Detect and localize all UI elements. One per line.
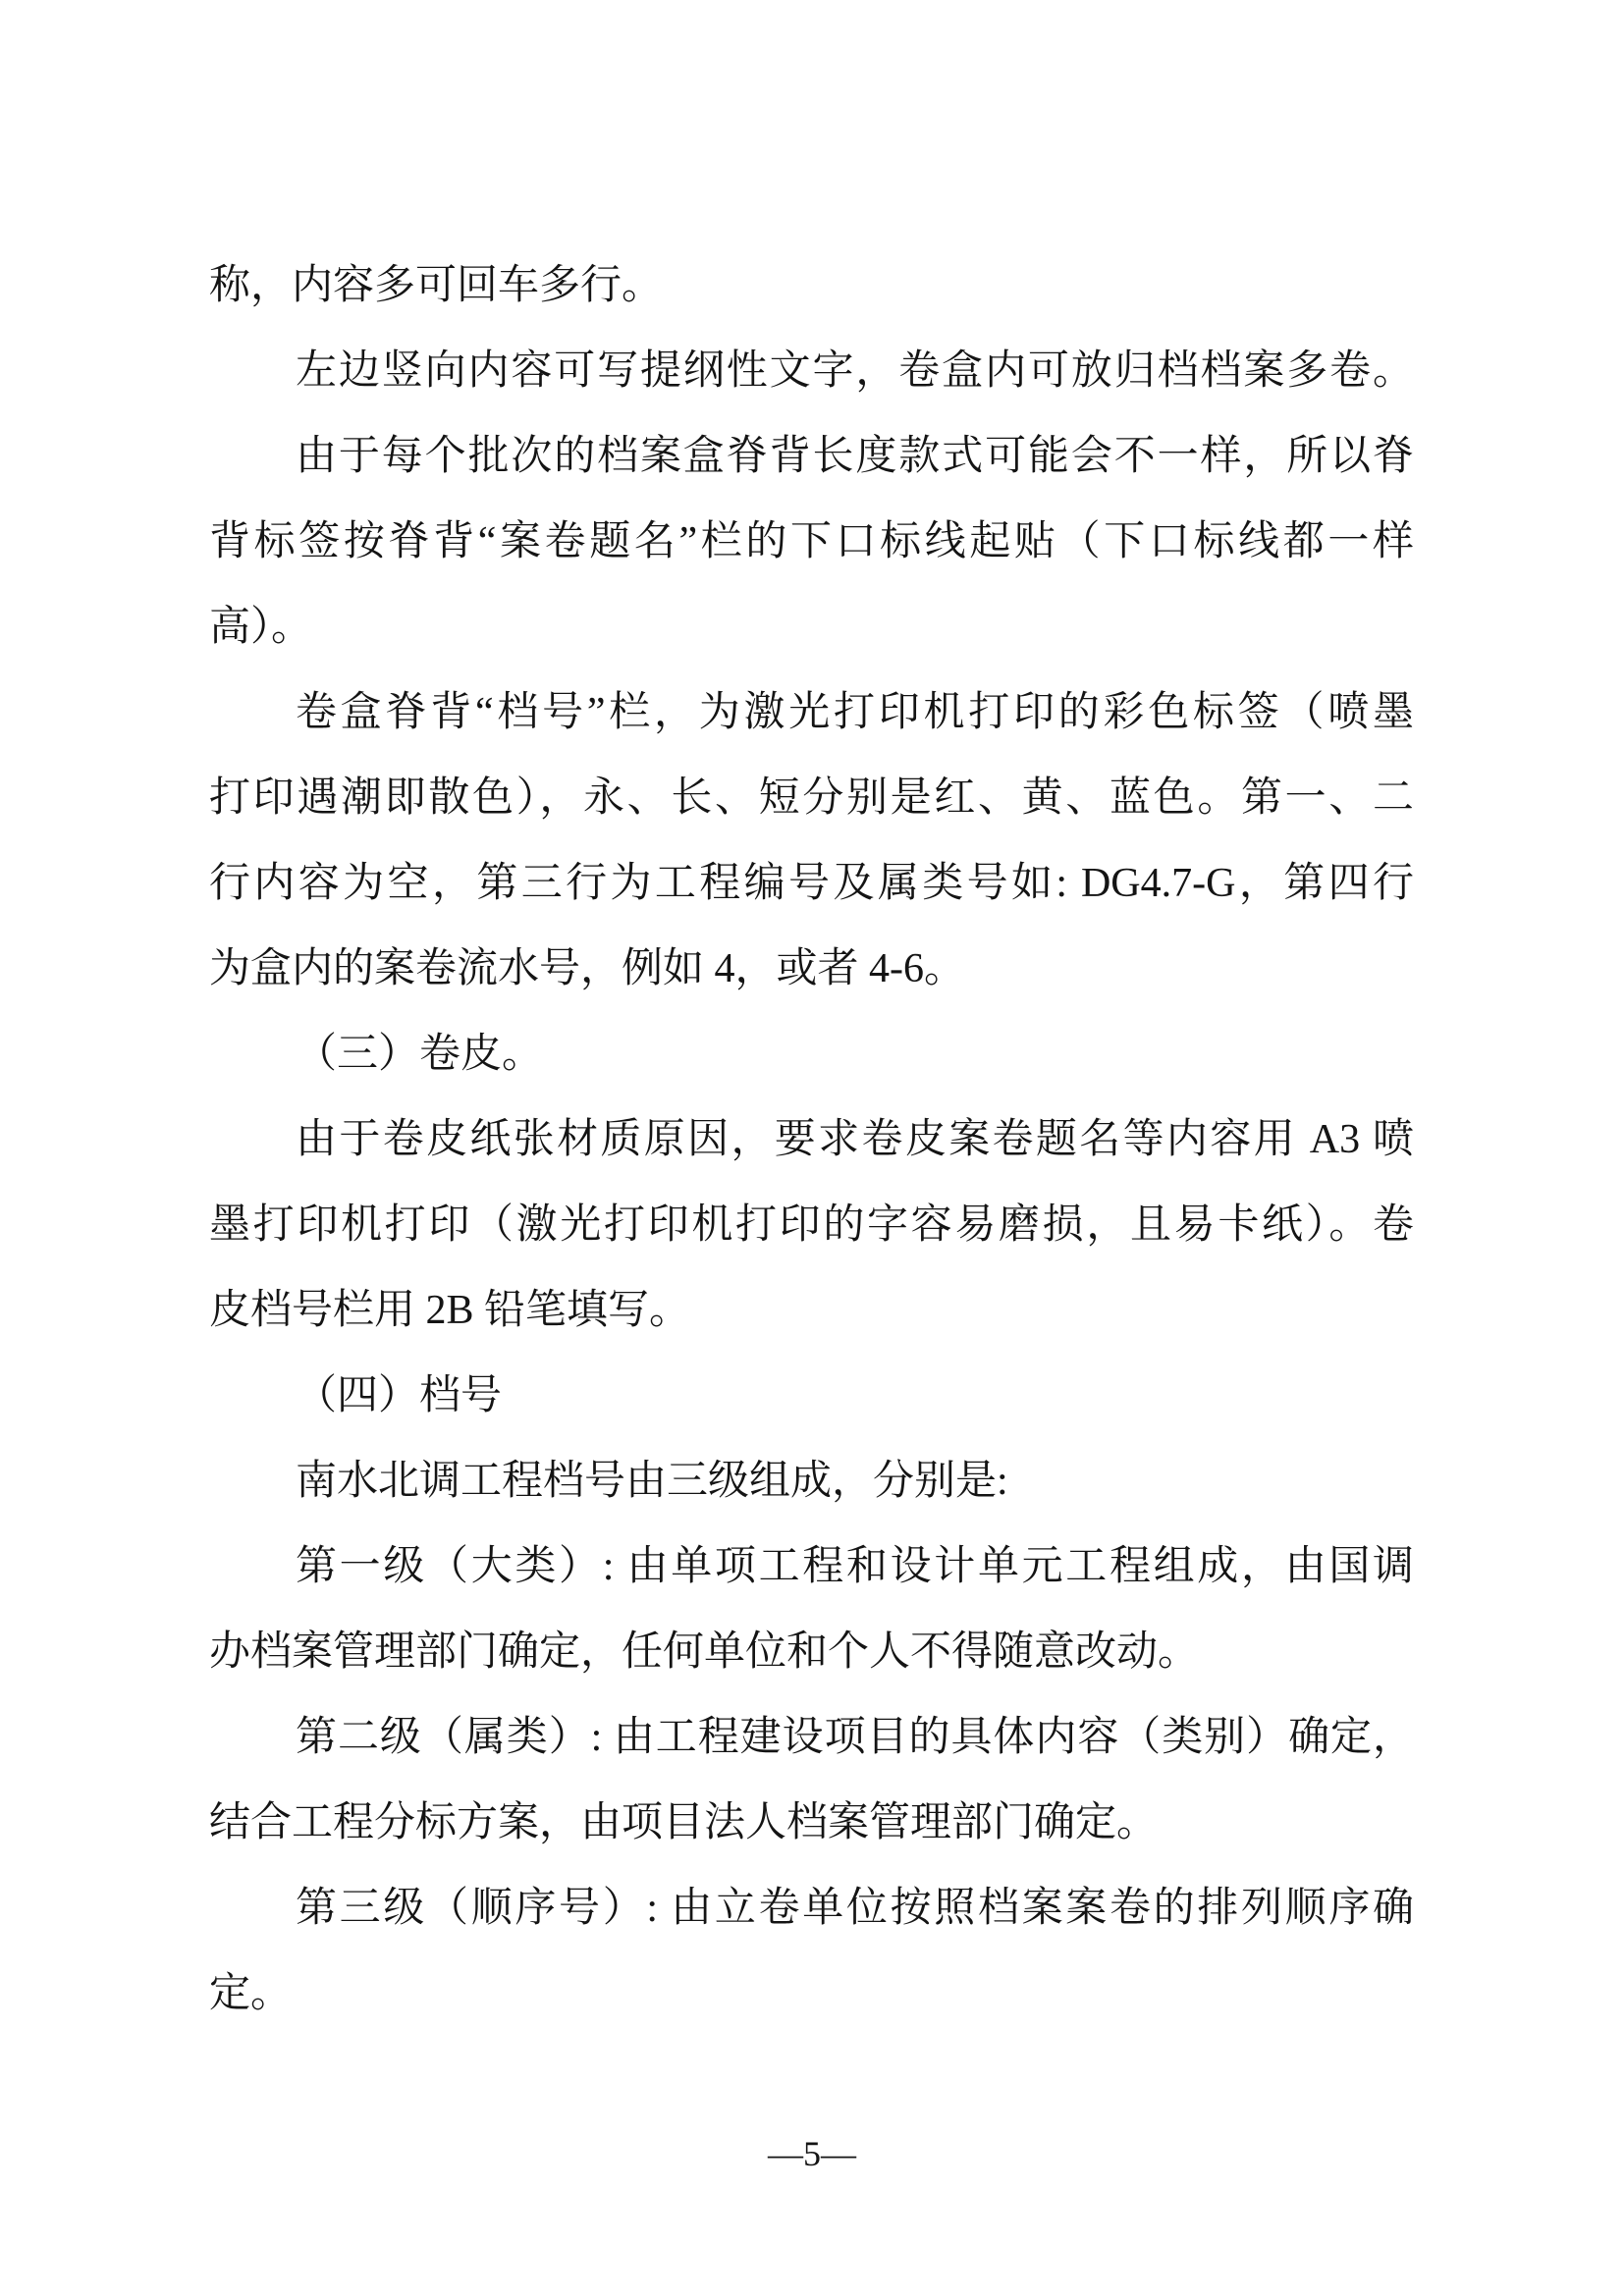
document-line: 为盒内的案卷流水号，例如 4，或者 4-6。 <box>209 946 965 991</box>
document-line: 南水北调工程档号由三级组成，分别是: <box>296 1459 1008 1504</box>
document-line: 结合工程分标方案，由项目法人档案管理部门确定。 <box>209 1800 1159 1845</box>
document-line: 由于每个批次的档案盒脊背长度款式可能会不一样，所以脊 <box>296 434 1414 479</box>
document-line: 墨打印机打印（激光打印机打印的字容易磨损，且易卡纸）。卷 <box>209 1202 1414 1248</box>
document-line: （三）卷皮。 <box>296 1032 544 1077</box>
document-line: 办档案管理部门确定，任何单位和个人不得随意改动。 <box>209 1629 1200 1675</box>
document-line: 皮档号栏用 2B 铅笔填写。 <box>209 1288 691 1333</box>
document-line: 背标签按脊背“案卷题名”栏的下口标线起贴（下口标线都一样 <box>209 519 1414 564</box>
document-line: 第一级（大类）: 由单项工程和设计单元工程组成，由国调 <box>296 1544 1414 1589</box>
document-line: 行内容为空，第三行为工程编号及属类号如: DG4.7-G，第四行 <box>209 861 1414 906</box>
document-line: 第三级（顺序号）: 由立卷单位按照档案案卷的排列顺序确 <box>296 1886 1414 1931</box>
document-body <box>209 243 1414 2037</box>
document-line: 第二级（属类）: 由工程建设项目的具体内容（类别）确定， <box>296 1715 1414 1760</box>
document-line: 卷盒脊背“档号”栏，为激光打印机打印的彩色标签（喷墨 <box>296 690 1414 735</box>
document-line: 高）。 <box>209 605 313 650</box>
document-line: 称，内容多可回车多行。 <box>209 263 664 308</box>
page-number: —5— <box>768 2134 856 2173</box>
document-line: 由于卷皮纸张材质原因，要求卷皮案卷题名等内容用 A3 喷 <box>296 1117 1414 1162</box>
document-line: 打印遇潮即散色），永、长、短分别是红、黄、蓝色。第一、二 <box>209 775 1414 821</box>
document-line: 左边竖向内容可写提纲性文字，卷盒内可放归档档案多卷。 <box>296 348 1414 394</box>
document-line: 定。 <box>209 1971 293 2016</box>
document-line: （四）档号 <box>296 1373 503 1418</box>
